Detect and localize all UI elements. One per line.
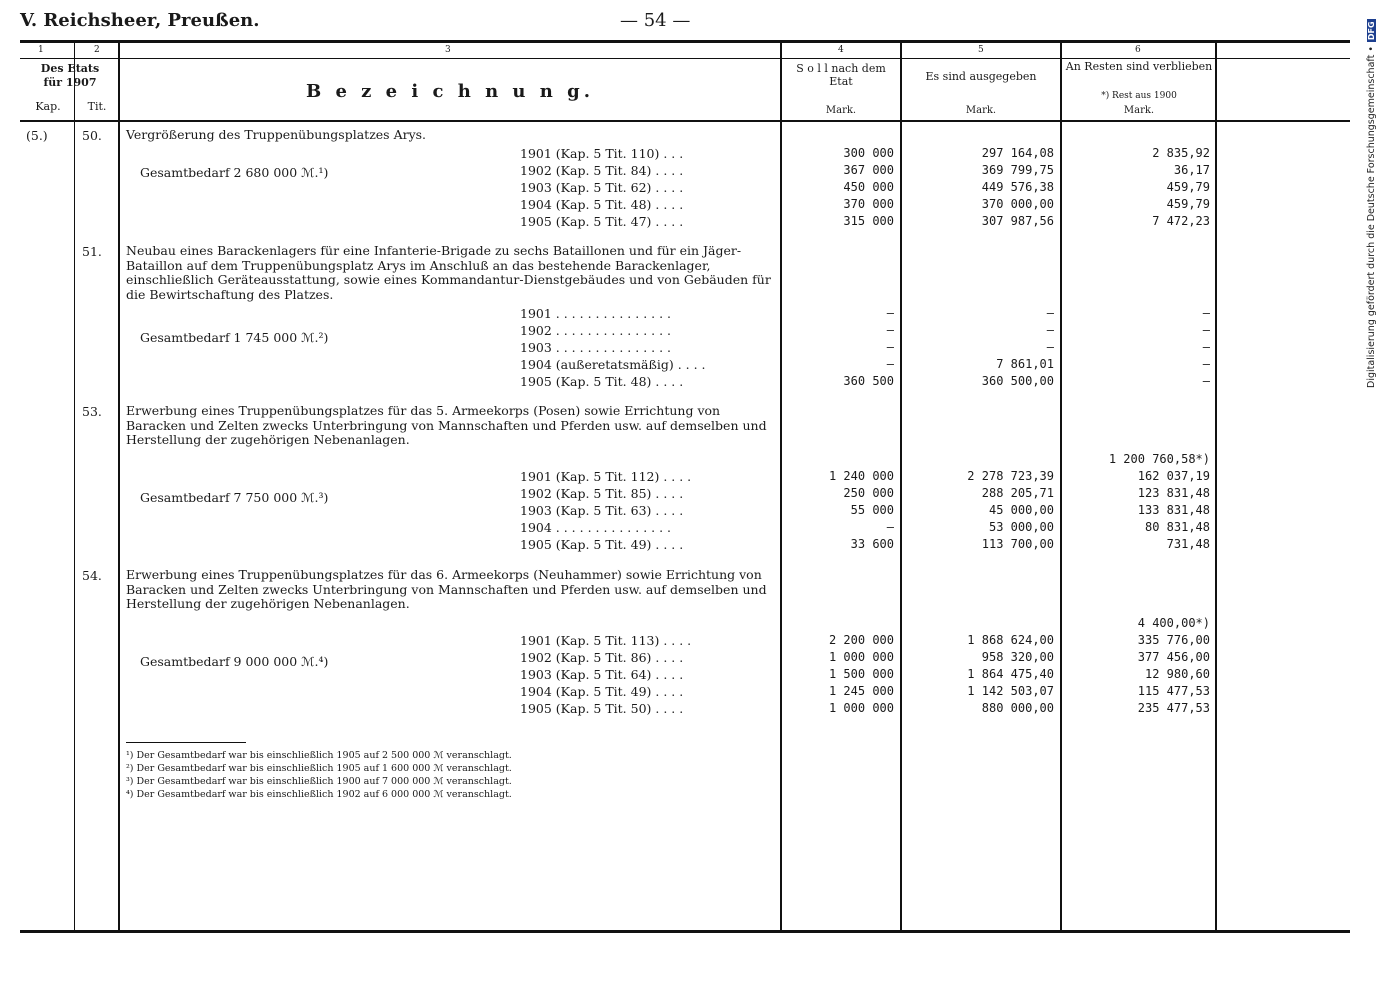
rule-top xyxy=(20,40,1350,43)
g54-row-ausgegeben: 1 868 624,00 xyxy=(967,633,1054,647)
g50-row-reste: 2 835,92 xyxy=(1152,146,1210,160)
g54-row-reste: 115 477,53 xyxy=(1137,684,1210,698)
g51-row-reste: — xyxy=(1202,357,1210,371)
g50-kap: (5.) xyxy=(26,128,48,143)
credit-text-rotated xyxy=(1366,8,1380,388)
rule-bottom xyxy=(20,930,1350,933)
page-number-text: — 54 — xyxy=(620,10,691,31)
g53-row-reste: 731,48 xyxy=(1166,537,1210,551)
g51-row-label: 1904 (außeretatsmäßig) . . . . xyxy=(520,357,706,372)
g51-row-reste: — xyxy=(1202,323,1210,337)
g50-row-soll: 300 000 xyxy=(843,146,894,160)
vsep-ausg-rest xyxy=(1060,43,1062,930)
g51-gesamt: Gesamtbedarf 1 745 000 ℳ.²) xyxy=(140,330,329,345)
g53-gesamt: Gesamtbedarf 7 750 000 ℳ.³) xyxy=(140,490,329,505)
g51-row-soll: — xyxy=(886,340,894,354)
g54-tit: 54. xyxy=(82,568,102,583)
g54-gesamt: Gesamtbedarf 9 000 000 ℳ.⁴) xyxy=(140,654,329,669)
g54-row-reste: 12 980,60 xyxy=(1144,667,1210,681)
g53-row-soll: — xyxy=(886,520,894,534)
g51-row-ausgegeben: — xyxy=(1046,323,1054,337)
g50-row-reste: 36,17 xyxy=(1173,163,1210,177)
section-title-text: V. Reichsheer, Preußen. xyxy=(20,10,260,31)
g54-row-ausgegeben: 880 000,00 xyxy=(981,701,1054,715)
g51-row-label: 1903 . . . . . . . . . . . . . . . xyxy=(520,340,672,355)
g54-title: Erwerbung eines Truppenübungsplatzes für das 6. Armeekorps (Neuhammer) sowie Errichtung von Baracken und Zelten zwecks Unterbringung von Mannschaften und Pferden usw. auf demselben und Herstellung der zugehörigen Nebenanlagen. xyxy=(126,567,767,611)
g50-row-label: 1901 (Kap. 5 Tit. 110) . . . xyxy=(520,146,684,161)
g50-title: Vergrößerung des Truppenübungsplatzes Arys. xyxy=(126,127,427,142)
g51-row-label: 1905 (Kap. 5 Tit. 48) . . . . xyxy=(520,374,684,389)
g51-title: Neubau eines Barackenlagers für eine Infanterie-Brigade zu sechs Bataillonen und für ein Jäger-Bataillon auf dem Truppenübungsplatz Arys im Anschluß an das bestehende Barackenlager, einschließlich Geräteausstattung, sowie eines Kommandantur-Dienstgebäudes und von Gebäuden für die Bewirtschaftung des Platzes. xyxy=(126,243,771,302)
g53-row-reste: 162 037,19 xyxy=(1137,469,1210,483)
footnote-2: ²) Der Gesamtbedarf war bis einschließlich 1905 auf 1 600 000 ℳ veranschlagt. xyxy=(126,763,512,774)
g54-row-soll: 1 500 000 xyxy=(828,667,894,681)
g53-row-label: 1902 (Kap. 5 Tit. 85) . . . . xyxy=(520,486,684,501)
hdr-ausgegeben: Es sind ausgegeben xyxy=(925,70,1037,83)
vsep-soll-ausg xyxy=(900,43,902,930)
g50-row-soll: 367 000 xyxy=(843,163,894,177)
g54-row-label: 1905 (Kap. 5 Tit. 50) . . . . xyxy=(520,701,684,716)
g54-row-soll: 1 000 000 xyxy=(828,701,894,715)
hdr-etat-year: für 1907 xyxy=(43,76,97,89)
g51-row-label: 1902 . . . . . . . . . . . . . . . xyxy=(520,323,672,338)
g51-row-soll: — xyxy=(886,323,894,337)
colnum-6-text: 6 xyxy=(1135,45,1141,55)
hdr-ausgegeben-unit: Mark. xyxy=(965,105,997,116)
hdr-reste-note: *) Rest aus 1900 xyxy=(1101,91,1177,101)
g53-row-label: 1901 (Kap. 5 Tit. 112) . . . . xyxy=(520,469,692,484)
hdr-soll-unit: Mark. xyxy=(825,105,857,116)
g54-row-soll: 2 200 000 xyxy=(828,633,894,647)
vsep-kap-tit xyxy=(74,43,75,930)
g53-row-label: 1903 (Kap. 5 Tit. 63) . . . . xyxy=(520,503,684,518)
g51-row-label: 1901 . . . . . . . . . . . . . . . xyxy=(520,306,672,321)
g50-row-ausgegeben: 369 799,75 xyxy=(981,163,1054,177)
hdr-kap: Kap. xyxy=(35,100,61,113)
colnum-1-text: 1 xyxy=(38,45,44,55)
g53-row-ausgegeben: 113 700,00 xyxy=(981,537,1054,551)
g51-row-ausgegeben: — xyxy=(1046,306,1054,320)
g50-row-label: 1903 (Kap. 5 Tit. 62) . . . . xyxy=(520,180,684,195)
g51-row-ausgegeben: — xyxy=(1046,340,1054,354)
colnum-3-text: 3 xyxy=(445,45,451,55)
g50-row-label: 1902 (Kap. 5 Tit. 84) . . . . xyxy=(520,163,684,178)
g50-row-soll: 370 000 xyxy=(843,197,894,211)
g50-row-ausgegeben: 449 576,38 xyxy=(981,180,1054,194)
colnum-5-text: 5 xyxy=(978,45,984,55)
g53-row-soll: 250 000 xyxy=(843,486,894,500)
dfg-logo: DFG xyxy=(1367,21,1376,41)
g51-row-soll: — xyxy=(886,306,894,320)
g50-row-reste: 459,79 xyxy=(1166,180,1210,194)
g50-row-label: 1904 (Kap. 5 Tit. 48) . . . . xyxy=(520,197,684,212)
g54-row-label: 1902 (Kap. 5 Tit. 86) . . . . xyxy=(520,650,684,665)
footnote-3: ³) Der Gesamtbedarf war bis einschließlich 1900 auf 7 000 000 ℳ veranschlagt. xyxy=(126,776,512,787)
hdr-tit: Tit. xyxy=(87,100,107,113)
g53-row-soll: 55 000 xyxy=(850,503,894,517)
g54-row-label: 1901 (Kap. 5 Tit. 113) . . . . xyxy=(520,633,692,648)
hdr-etat: Des Etats xyxy=(40,62,100,75)
colnum-2-text: 2 xyxy=(94,45,100,55)
g51-row-reste: — xyxy=(1202,374,1210,388)
g54-row-reste: 235 477,53 xyxy=(1137,701,1210,715)
g51-row-soll: 360 500 xyxy=(843,374,894,388)
g54-row-ausgegeben: 1 142 503,07 xyxy=(967,684,1054,698)
g50-row-reste: 7 472,23 xyxy=(1152,214,1210,228)
g50-tit: 50. xyxy=(82,128,102,143)
g53-title: Erwerbung eines Truppenübungsplatzes für das 5. Armeekorps (Posen) sowie Errichtung von Baracken und Zelten zwecks Unterbringung von Mannschaften und Pferden usw. auf demselben und Herstellung der zugehörigen Nebenanlagen. xyxy=(126,403,767,447)
g54-row-ausgegeben: 1 864 475,40 xyxy=(967,667,1054,681)
g51-tit: 51. xyxy=(82,244,102,259)
g53-row-ausgegeben: 53 000,00 xyxy=(988,520,1054,534)
g53-row-ausgegeben: 45 000,00 xyxy=(988,503,1054,517)
hdr-reste: An Resten sind verblieben xyxy=(1065,60,1213,73)
footnote-1: ¹) Der Gesamtbedarf war bis einschließlich 1905 auf 2 500 000 ℳ veranschlagt. xyxy=(126,750,512,761)
g50-row-ausgegeben: 307 987,56 xyxy=(981,214,1054,228)
g54-row-soll: 1 245 000 xyxy=(828,684,894,698)
g50-row-ausgegeben: 370 000,00 xyxy=(981,197,1054,211)
g53-tit: 53. xyxy=(82,404,102,419)
footnote-4: ⁴) Der Gesamtbedarf war bis einschließlich 1902 auf 6 000 000 ℳ veranschlagt. xyxy=(126,789,512,800)
g54-row-reste: 335 776,00 xyxy=(1137,633,1210,647)
footnote-rule xyxy=(126,742,246,743)
g53-row-soll: 1 240 000 xyxy=(828,469,894,483)
g51-row-ausgegeben: 360 500,00 xyxy=(981,374,1054,388)
g51-row-reste: — xyxy=(1202,340,1210,354)
rule-header xyxy=(20,120,1350,122)
colnum-4-text: 4 xyxy=(838,45,844,55)
g50-row-soll: 315 000 xyxy=(843,214,894,228)
g53-row-soll: 33 600 xyxy=(850,537,894,551)
hdr-reste-unit: Mark. xyxy=(1123,105,1155,116)
g50-gesamt: Gesamtbedarf 2 680 000 ℳ.¹) xyxy=(140,165,329,180)
g50-row-soll: 450 000 xyxy=(843,180,894,194)
vsep-right xyxy=(1215,43,1217,930)
g53-row-ausgegeben: 288 205,71 xyxy=(981,486,1054,500)
g50-row-label: 1905 (Kap. 5 Tit. 47) . . . . xyxy=(520,214,684,229)
g53-row-reste: 80 831,48 xyxy=(1144,520,1210,534)
g54-pre-rest: 4 400,00*) xyxy=(1137,616,1210,630)
credit-text: Digitalisierung gefördert durch die Deutsche Forschungsgemeinschaft • xyxy=(1366,46,1377,388)
hdr-soll: S o l l nach dem Etat xyxy=(796,62,886,88)
g53-pre-rest: 1 200 760,58*) xyxy=(1108,452,1210,466)
g53-row-reste: 123 831,48 xyxy=(1137,486,1210,500)
vsep-bez-soll xyxy=(780,43,782,930)
g54-row-ausgegeben: 958 320,00 xyxy=(981,650,1054,664)
vsep-tit-bez xyxy=(118,43,120,930)
g51-row-reste: — xyxy=(1202,306,1210,320)
g53-row-label: 1905 (Kap. 5 Tit. 49) . . . . xyxy=(520,537,684,552)
g51-row-soll: — xyxy=(886,357,894,371)
g53-row-ausgegeben: 2 278 723,39 xyxy=(967,469,1054,483)
g54-row-soll: 1 000 000 xyxy=(828,650,894,664)
g53-row-label: 1904 . . . . . . . . . . . . . . . xyxy=(520,520,672,535)
g51-row-ausgegeben: 7 861,01 xyxy=(996,357,1054,371)
g54-row-label: 1903 (Kap. 5 Tit. 64) . . . . xyxy=(520,667,684,682)
credit-strip xyxy=(1366,8,1383,388)
hdr-bezeichnung: B e z e i c h n u n g. xyxy=(305,81,594,102)
rule-colnums xyxy=(20,58,1350,59)
g50-row-reste: 459,79 xyxy=(1166,197,1210,211)
g54-row-reste: 377 456,00 xyxy=(1137,650,1210,664)
g50-row-ausgegeben: 297 164,08 xyxy=(981,146,1054,160)
g53-row-reste: 133 831,48 xyxy=(1137,503,1210,517)
g54-row-label: 1904 (Kap. 5 Tit. 49) . . . . xyxy=(520,684,684,699)
